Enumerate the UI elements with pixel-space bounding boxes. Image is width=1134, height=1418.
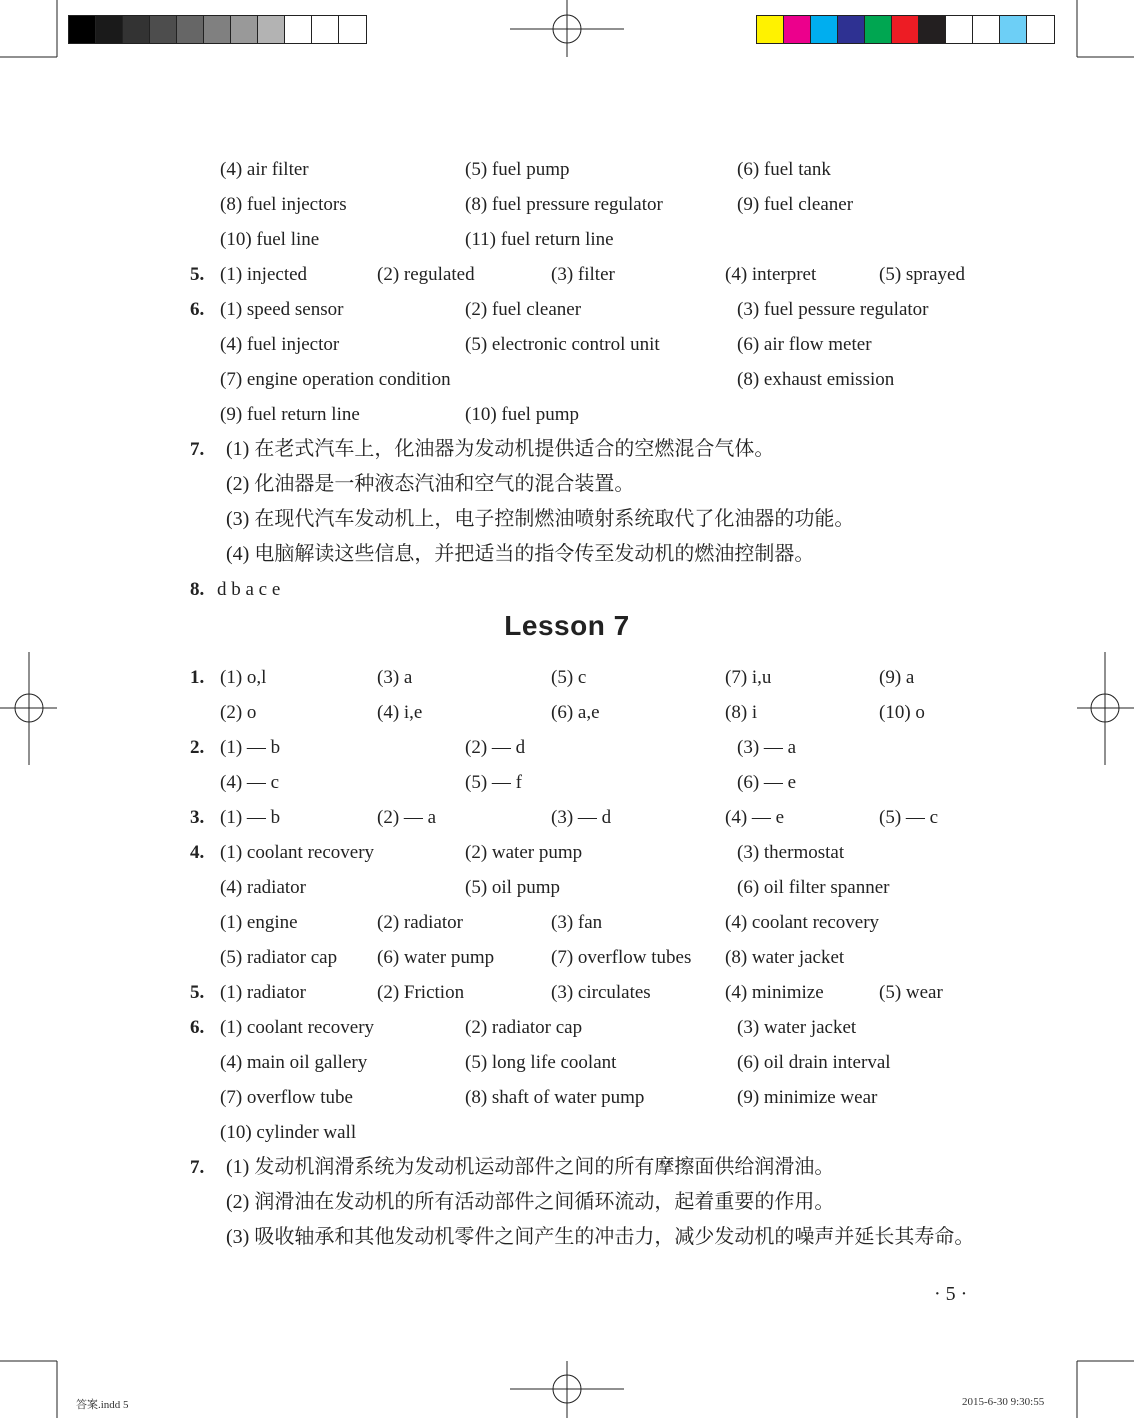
answer-item: (8) i xyxy=(725,702,758,723)
answer-line xyxy=(0,975,1134,1010)
question-number: 6. xyxy=(190,1017,205,1038)
answer-item: (9) a xyxy=(879,667,915,688)
answer-item: (8) water jacket xyxy=(725,947,845,968)
answer-item: (3) filter xyxy=(551,264,615,285)
answer-item: (3) 在现代汽车发动机上，电子控制燃油喷射系统取代了化油器的功能。 xyxy=(226,508,855,530)
answer-item: (10) o xyxy=(879,702,925,723)
answer-line xyxy=(0,1185,1134,1220)
answer-item: (2) — d xyxy=(465,737,526,758)
answer-item: (5) — c xyxy=(879,807,939,828)
answer-item: (2) water pump xyxy=(465,842,583,863)
answer-line xyxy=(0,1010,1134,1045)
footer-file-name: 答案.indd 5 xyxy=(76,1399,129,1411)
answer-item: (6) — e xyxy=(737,772,797,793)
answer-item: (6) fuel tank xyxy=(737,159,831,180)
answer-item: (5) oil pump xyxy=(465,877,560,898)
question-number: 1. xyxy=(190,667,205,688)
answer-line xyxy=(0,765,1134,800)
answer-item: (3) — d xyxy=(551,807,612,828)
answer-item: (8) exhaust emission xyxy=(737,369,895,390)
answer-item: (2) fuel cleaner xyxy=(465,299,582,320)
answer-item: (1) speed sensor xyxy=(220,299,344,320)
question-number: 7. xyxy=(190,439,205,460)
answer-item: (4) minimize xyxy=(725,982,824,1003)
answer-item: (1) coolant recovery xyxy=(220,842,375,863)
answer-item: (3) thermostat xyxy=(737,842,845,863)
answer-item: (4) fuel injector xyxy=(220,334,340,355)
answer-line xyxy=(0,1045,1134,1080)
answer-item: (5) — f xyxy=(465,772,522,793)
question-number: 3. xyxy=(190,807,205,828)
question-number: 5. xyxy=(190,982,205,1003)
answer-item: (1) injected xyxy=(220,264,308,285)
answer-item: (1) — b xyxy=(220,737,281,758)
question-number: 2. xyxy=(190,737,205,758)
answer-line xyxy=(0,1115,1134,1150)
answer-item: (5) wear xyxy=(879,982,943,1003)
answer-item: (7) overflow tubes xyxy=(551,947,692,968)
answer-line xyxy=(0,222,1134,257)
answer-item: (9) fuel return line xyxy=(220,404,360,425)
answer-item: (9) fuel cleaner xyxy=(737,194,854,215)
answer-line xyxy=(0,572,1134,607)
answer-item: (1) — b xyxy=(220,807,281,828)
answer-item: (6) a,e xyxy=(551,702,600,723)
answer-item: (3) fan xyxy=(551,912,603,933)
answer-item: (5) sprayed xyxy=(879,264,965,285)
answer-item: (5) long life coolant xyxy=(465,1052,617,1073)
answer-item: (2) regulated xyxy=(377,264,475,285)
answer-item: (10) fuel line xyxy=(220,229,320,250)
answer-item: (6) oil drain interval xyxy=(737,1052,891,1073)
answer-item: (3) water jacket xyxy=(737,1017,857,1038)
answer-item: (4) — e xyxy=(725,807,785,828)
answer-line xyxy=(0,362,1134,397)
answer-item: (4) interpret xyxy=(725,264,817,285)
answer-line xyxy=(0,257,1134,292)
answer-item: (6) air flow meter xyxy=(737,334,872,355)
answer-item: (10) fuel pump xyxy=(465,404,579,425)
question-number: 7. xyxy=(190,1157,205,1178)
answer-item: (7) overflow tube xyxy=(220,1087,353,1108)
answer-line xyxy=(0,152,1134,187)
answer-item: (5) c xyxy=(551,667,587,688)
answer-line xyxy=(0,1220,1134,1255)
answer-item: (1) 在老式汽车上，化油器为发动机提供适合的空燃混合气体。 xyxy=(226,438,775,460)
answer-item: (2) o xyxy=(220,702,257,723)
answer-item: (4) air filter xyxy=(220,159,309,180)
answer-item: (7) engine operation condition xyxy=(220,369,451,390)
answer-line xyxy=(0,1080,1134,1115)
answer-item: (10) cylinder wall xyxy=(220,1122,357,1143)
answer-item: (5) electronic control unit xyxy=(465,334,660,355)
answer-line xyxy=(0,432,1134,467)
answer-item: (4) i,e xyxy=(377,702,423,723)
answer-item: (4) — c xyxy=(220,772,280,793)
answer-item: (1) engine xyxy=(220,912,298,933)
answer-item: (1) 发动机润滑系统为发动机运动部件之间的所有摩擦面供给润滑油。 xyxy=(226,1156,835,1178)
answer-line xyxy=(0,327,1134,362)
answer-item: (3) fuel pessure regulator xyxy=(737,299,929,320)
answer-item: (1) coolant recovery xyxy=(220,1017,375,1038)
answer-item: (4) main oil gallery xyxy=(220,1052,368,1073)
question-number: 5. xyxy=(190,264,205,285)
answer-line xyxy=(0,537,1134,572)
answer-line xyxy=(0,695,1134,730)
answer-line xyxy=(0,292,1134,327)
answer-item: (1) o,l xyxy=(220,667,267,688)
answer-line xyxy=(0,660,1134,695)
answer-item: (6) water pump xyxy=(377,947,495,968)
answer-item: (2) radiator cap xyxy=(465,1017,583,1038)
answer-item: (8) fuel injectors xyxy=(220,194,347,215)
answer-item: (6) oil filter spanner xyxy=(737,877,890,898)
answer-item: (3) — a xyxy=(737,737,797,758)
answer-line xyxy=(0,730,1134,765)
answer-line xyxy=(0,800,1134,835)
question-number: 6. xyxy=(190,299,205,320)
answer-line xyxy=(0,870,1134,905)
answer-item: (3) 吸收轴承和其他发动机零件之间产生的冲击力，减少发动机的噪声并延长其寿命。 xyxy=(226,1226,975,1248)
answer-item: (2) Friction xyxy=(377,982,465,1003)
answer-item: (4) 电脑解读这些信息，并把适当的指令传至发动机的燃油控制器。 xyxy=(226,543,815,565)
answer-line xyxy=(0,397,1134,432)
lesson-title: Lesson 7 xyxy=(504,610,630,641)
answer-item: (3) a xyxy=(377,667,413,688)
question-number: 8. xyxy=(190,579,205,600)
answer-line xyxy=(0,1150,1134,1185)
answer-item: (5) fuel pump xyxy=(465,159,570,180)
answer-item: (8) fuel pressure regulator xyxy=(465,194,663,215)
answer-item: (5) radiator cap xyxy=(220,947,338,968)
answer-item: (4) radiator xyxy=(220,877,306,898)
answer-line xyxy=(0,835,1134,870)
answer-item: (4) coolant recovery xyxy=(725,912,880,933)
answer-item: (8) shaft of water pump xyxy=(465,1087,645,1108)
question-number: 4. xyxy=(190,842,205,863)
answer-line xyxy=(0,905,1134,940)
answer-item: (9) minimize wear xyxy=(737,1087,878,1108)
answer-line xyxy=(0,467,1134,502)
answer-item: d b a c e xyxy=(217,579,281,600)
answer-line xyxy=(0,940,1134,975)
answer-item: (2) 化油器是一种液态汽油和空气的混合装置。 xyxy=(226,473,635,495)
footer-timestamp: 2015-6-30 9:30:55 xyxy=(962,1396,1045,1408)
answer-item: (2) radiator xyxy=(377,912,463,933)
answer-line xyxy=(0,187,1134,222)
answer-item: (2) — a xyxy=(377,807,437,828)
answer-item: (1) radiator xyxy=(220,982,306,1003)
answer-item: (2) 润滑油在发动机的所有活动部件之间循环流动，起着重要的作用。 xyxy=(226,1191,835,1213)
answer-line xyxy=(0,502,1134,537)
answer-item: (3) circulates xyxy=(551,982,651,1003)
answer-item: (11) fuel return line xyxy=(465,229,614,250)
answer-item: (7) i,u xyxy=(725,667,772,688)
page-number: · 5 · xyxy=(934,1283,968,1305)
